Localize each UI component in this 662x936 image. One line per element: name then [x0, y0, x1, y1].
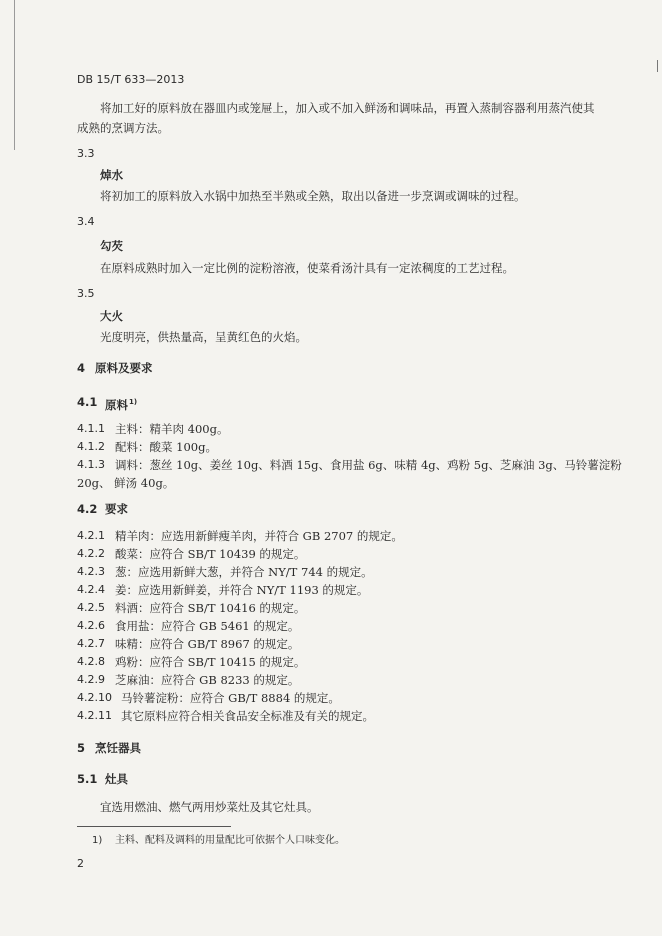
section-4-title: 原料及要求 [95, 361, 153, 375]
clause-4-2-6-text: 食用盐：应符合 GB 5461 的规定。 [115, 619, 300, 633]
clause-4-1-number: 4.1 [77, 395, 98, 409]
clause-4-2-4-text: 姜：应选用新鲜姜，并符合 NY/T 1193 的规定。 [115, 583, 369, 597]
clause-4-1-1-number: 4.1.1 [77, 422, 105, 435]
section-5-number: 5 [77, 741, 86, 755]
clause-3-5-term: 大火 [100, 309, 123, 323]
clause-4-1-3-number: 4.1.3 [77, 458, 105, 471]
clause-3-4-number: 3.4 [77, 215, 95, 228]
clause-4-2-1-number: 4.2.1 [77, 529, 105, 542]
clause-5-1-title: 灶具 [105, 772, 128, 786]
clause-5-1-text: 宜选用燃油、燃气两用炒菜灶及其它灶具。 [100, 800, 319, 814]
clause-3-3-definition: 将初加工的原料放入水锅中加热至半熟或全熟，取出以备进一步烹调或调味的过程。 [100, 189, 526, 203]
page-number: 2 [77, 857, 84, 870]
clause-4-2-4-number: 4.2.4 [77, 583, 105, 596]
binding-edge-line [14, 0, 15, 150]
clause-4-2-1-text: 精羊肉：应选用新鲜瘦羊肉，并符合 GB 2707 的规定。 [115, 529, 403, 543]
section-4-number: 4 [77, 361, 86, 375]
clause-4-2-3-number: 4.2.3 [77, 565, 105, 578]
clause-4-1-title: 原料 [105, 398, 128, 412]
clause-4-2-2-text: 酸菜：应符合 SB/T 10439 的规定。 [115, 547, 306, 561]
clause-4-2-10-number: 4.2.10 [77, 691, 112, 704]
clause-4-1-2-text: 配料：酸菜 100g。 [115, 440, 217, 454]
clause-4-2-5-number: 4.2.5 [77, 601, 105, 614]
clause-4-2-2-number: 4.2.2 [77, 547, 105, 560]
clause-4-2-9-text: 芝麻油：应符合 GB 8233 的规定。 [115, 673, 300, 687]
steam-definition-line2: 成熟的烹调方法。 [77, 121, 169, 135]
clause-4-1-1-text: 主料：精羊肉 400g。 [115, 422, 229, 436]
clause-4-2-11-number: 4.2.11 [77, 709, 112, 722]
footnote-text: 主料、配料及调料的用量配比可依据个人口味变化。 [115, 835, 345, 846]
doc-code-header: DB 15/T 633—2013 [77, 73, 185, 86]
clause-4-2-5-text: 料酒：应符合 SB/T 10416 的规定。 [115, 601, 306, 615]
clause-4-2-9-number: 4.2.9 [77, 673, 105, 686]
scan-edge-mark [657, 60, 658, 72]
clause-3-4-term: 勾芡 [100, 239, 123, 253]
clause-4-2-7-text: 味精：应符合 GB/T 8967 的规定。 [115, 637, 300, 651]
clause-4-1-heading [105, 395, 137, 412]
clause-3-5-number: 3.5 [77, 287, 95, 300]
footnote-ref-mark: 1) [129, 398, 138, 406]
clause-4-2-6-number: 4.2.6 [77, 619, 105, 632]
clause-3-3-number: 3.3 [77, 147, 95, 160]
clause-3-4-definition: 在原料成熟时加入一定比例的淀粉溶液，使菜肴汤汁具有一定浓稠度的工艺过程。 [100, 261, 514, 275]
clause-4-2-3-text: 葱：应选用新鲜大葱，并符合 NY/T 744 的规定。 [115, 565, 373, 579]
steam-definition-line1: 将加工好的原料放在器皿内或笼屉上，加入或不加入鲜汤和调味品，再置入蒸制容器利用蒸汽使其 [100, 101, 595, 115]
clause-5-1-number: 5.1 [77, 772, 98, 786]
clause-3-5-definition: 光度明亮，供热量高，呈黄红色的火焰。 [100, 330, 307, 344]
clause-4-2-10-text: 马铃薯淀粉：应符合 GB/T 8884 的规定。 [121, 691, 340, 705]
clause-4-2-7-number: 4.2.7 [77, 637, 105, 650]
clause-4-2-8-text: 鸡粉：应符合 SB/T 10415 的规定。 [115, 655, 306, 669]
footnote-separator [77, 826, 231, 827]
clause-4-1-3-text: 调料：葱丝 10g、姜丝 10g、料酒 15g、食用盐 6g、味精 4g、鸡粉 5g、芝麻油 3g、马铃薯淀粉 [115, 458, 622, 472]
clause-4-2-title: 要求 [105, 502, 128, 516]
footnote-mark: 1) [92, 835, 103, 846]
clause-4-1-3-continuation: 20g、 鲜汤 40g。 [77, 476, 175, 490]
clause-4-1-2-number: 4.1.2 [77, 440, 105, 453]
clause-4-2-number: 4.2 [77, 502, 98, 516]
section-5-title: 烹饪器具 [95, 741, 141, 755]
clause-4-2-8-number: 4.2.8 [77, 655, 105, 668]
clause-4-2-11-text: 其它原料应符合相关食品安全标准及有关的规定。 [121, 709, 374, 723]
clause-3-3-term: 焯水 [100, 168, 123, 182]
